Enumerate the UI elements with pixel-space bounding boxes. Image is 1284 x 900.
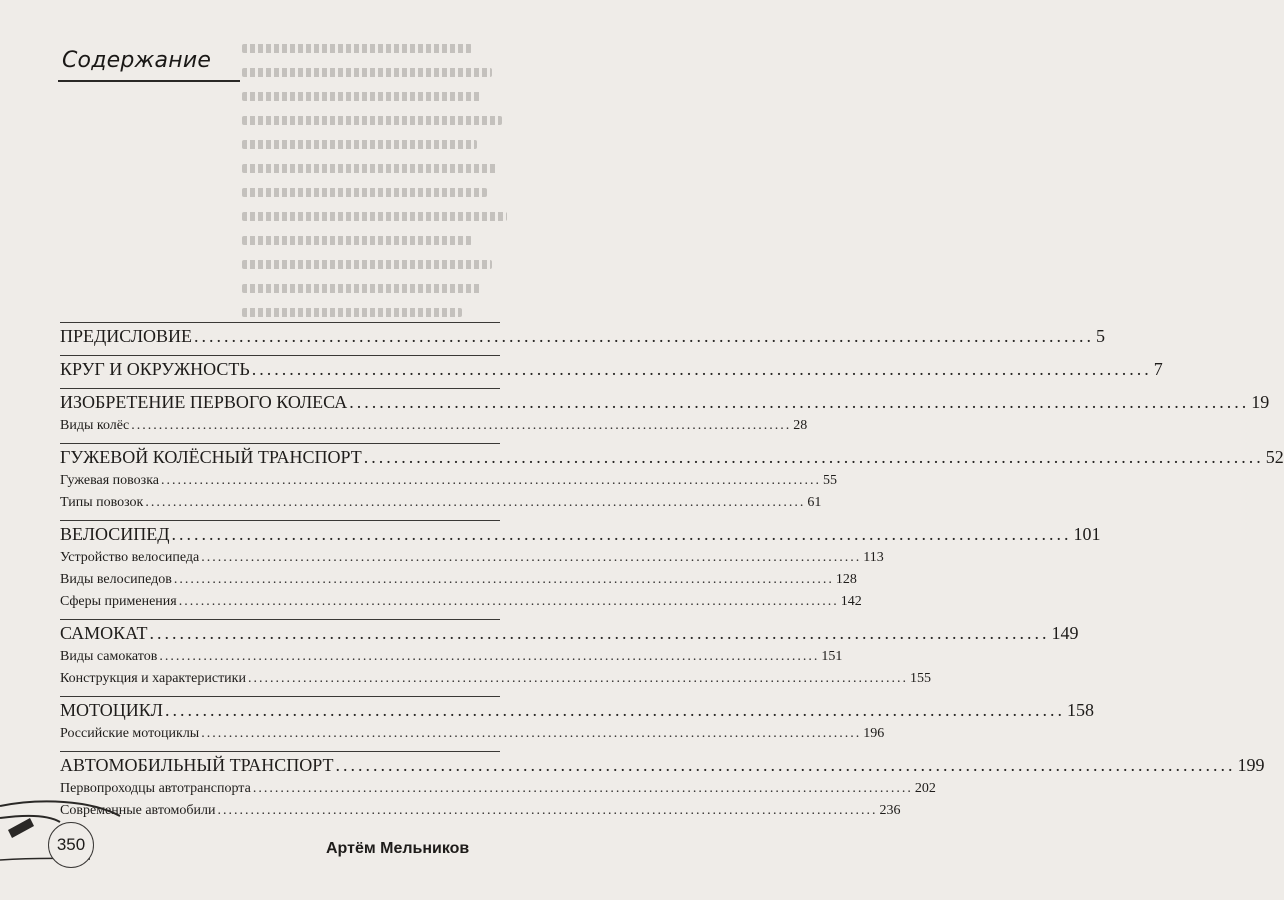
toc-subsection-entry <box>60 594 862 616</box>
page-number: 350 <box>48 822 94 868</box>
entry-page-number: 142 <box>840 594 862 609</box>
entry-title: Гужевая повозка <box>60 473 159 488</box>
bleed-through-line <box>242 308 462 317</box>
bleed-through-line <box>242 260 492 269</box>
entry-page-number: 61 <box>807 495 822 510</box>
entry-page-number: 199 <box>1237 755 1265 775</box>
entry-page-number: 236 <box>879 803 901 818</box>
entry-title: Первопроходцы автотранспорта <box>60 781 251 796</box>
toc-chapter-entry <box>60 447 1284 473</box>
entry-page-number: 5 <box>1096 326 1106 346</box>
entry-title: МОТОЦИКЛ <box>60 700 163 720</box>
dot-leader: ........................................................................................................................ <box>201 726 862 741</box>
toc-chapter-entry <box>60 392 1270 418</box>
dot-leader: ........................................................................................................................ <box>349 392 1250 412</box>
toc-subsection-entry <box>60 671 931 693</box>
entry-page-number: 196 <box>863 726 885 741</box>
bleed-through-line <box>242 188 487 197</box>
toc-subsection-entry <box>60 649 843 671</box>
entry-page-number: 151 <box>821 649 843 664</box>
entry-page-number: 202 <box>914 781 936 796</box>
entry-page-number: 19 <box>1251 392 1270 412</box>
dot-leader: ........................................................................................................................ <box>194 326 1095 346</box>
entry-title: Типы повозок <box>60 495 144 510</box>
author-name: Артём Мельников <box>326 840 470 857</box>
dot-leader: ........................................................................................................................ <box>335 755 1236 775</box>
entry-page-number: 7 <box>1153 359 1163 379</box>
entry-title: Виды колёс <box>60 418 130 433</box>
entry-title: ПРЕДИСЛОВИЕ <box>60 326 193 346</box>
toc-subsection-entry <box>60 473 837 495</box>
entry-page-number: 101 <box>1073 524 1101 544</box>
bleed-through-line <box>242 92 482 101</box>
toc-subsection-entry <box>60 495 822 517</box>
toc-section <box>60 355 1163 385</box>
entry-title: Виды самокатов <box>60 649 158 664</box>
dot-leader: ........................................................................................................................ <box>149 623 1050 643</box>
toc-subsection-entry <box>60 418 808 440</box>
bleed-through-line <box>242 68 492 77</box>
toc-subsection-entry <box>60 550 884 572</box>
dot-leader: ........................................................................................................................ <box>145 495 806 510</box>
entry-title: Конструкция и характеристики <box>60 671 246 686</box>
dot-leader: ........................................................................................................................ <box>252 781 913 796</box>
bleed-through-line <box>242 236 472 245</box>
toc-subsection-entry <box>60 726 885 748</box>
dot-leader: ........................................................................................................................ <box>178 594 839 609</box>
entry-title: Устройство велосипеда <box>60 550 200 565</box>
entry-title: ИЗОБРЕТЕНИЕ ПЕРВОГО КОЛЕСА <box>60 392 348 412</box>
toc-chapter-entry <box>60 700 1094 726</box>
entry-title: АВТОМОБИЛЬНЫЙ ТРАНСПОРТ <box>60 755 334 775</box>
dot-leader: ........................................................................................................................ <box>131 418 792 433</box>
bleed-through-line <box>242 164 497 173</box>
dot-leader: ........................................................................................................................ <box>159 649 820 664</box>
dot-leader: ........................................................................................................................ <box>173 572 834 587</box>
bleed-through-line <box>242 44 472 53</box>
toc-section <box>60 388 1270 440</box>
bleed-through-line <box>242 212 507 221</box>
toc-chapter-entry <box>60 623 1079 649</box>
toc-section <box>60 619 1079 693</box>
bleed-through-line <box>242 116 502 125</box>
entry-page-number: 128 <box>835 572 857 587</box>
dot-leader: ........................................................................................................................ <box>201 550 862 565</box>
entry-page-number: 158 <box>1066 700 1094 720</box>
heading-underline <box>58 80 240 82</box>
entry-title: Современные автомобили <box>60 803 216 818</box>
dot-leader: ........................................................................................................................ <box>164 700 1065 720</box>
contents-heading: Содержание <box>62 48 212 73</box>
entry-title: САМОКАТ <box>60 623 148 643</box>
toc-chapter-entry <box>60 326 1106 352</box>
toc-chapter-entry <box>60 524 1101 550</box>
entry-page-number: 55 <box>823 473 837 488</box>
entry-title: ВЕЛОСИПЕД <box>60 524 170 544</box>
toc-section <box>60 520 1101 616</box>
toc-section <box>60 322 1106 352</box>
bleed-through-text <box>242 36 529 326</box>
entry-title: Виды велосипедов <box>60 572 172 587</box>
toc-section <box>60 443 1284 517</box>
bleed-through-line <box>242 284 482 293</box>
dot-leader: ........................................................................................................................ <box>161 473 821 488</box>
dot-leader: ........................................................................................................................ <box>251 359 1152 379</box>
entry-page-number: 113 <box>863 550 884 565</box>
toc-section <box>60 696 1094 748</box>
entry-title: ГУЖЕВОЙ КОЛЁСНЫЙ ТРАНСПОРТ <box>60 447 362 467</box>
table-of-contents <box>60 322 1284 828</box>
dot-leader: ........................................................................................................................ <box>363 447 1264 467</box>
entry-title: КРУГ И ОКРУЖНОСТЬ <box>60 359 250 379</box>
dot-leader: ........................................................................................................................ <box>247 671 908 686</box>
entry-title: Сферы применения <box>60 594 177 609</box>
entry-title: Российские мотоциклы <box>60 726 200 741</box>
toc-chapter-entry <box>60 359 1163 385</box>
dot-leader: ........................................................................................................................ <box>217 803 878 818</box>
dot-leader: ........................................................................................................................ <box>171 524 1072 544</box>
bleed-through-line <box>242 140 477 149</box>
entry-page-number: 149 <box>1051 623 1079 643</box>
toc-subsection-entry <box>60 572 857 594</box>
entry-page-number: 52 <box>1265 447 1284 467</box>
entry-page-number: 28 <box>793 418 808 433</box>
entry-page-number: 155 <box>909 671 931 686</box>
